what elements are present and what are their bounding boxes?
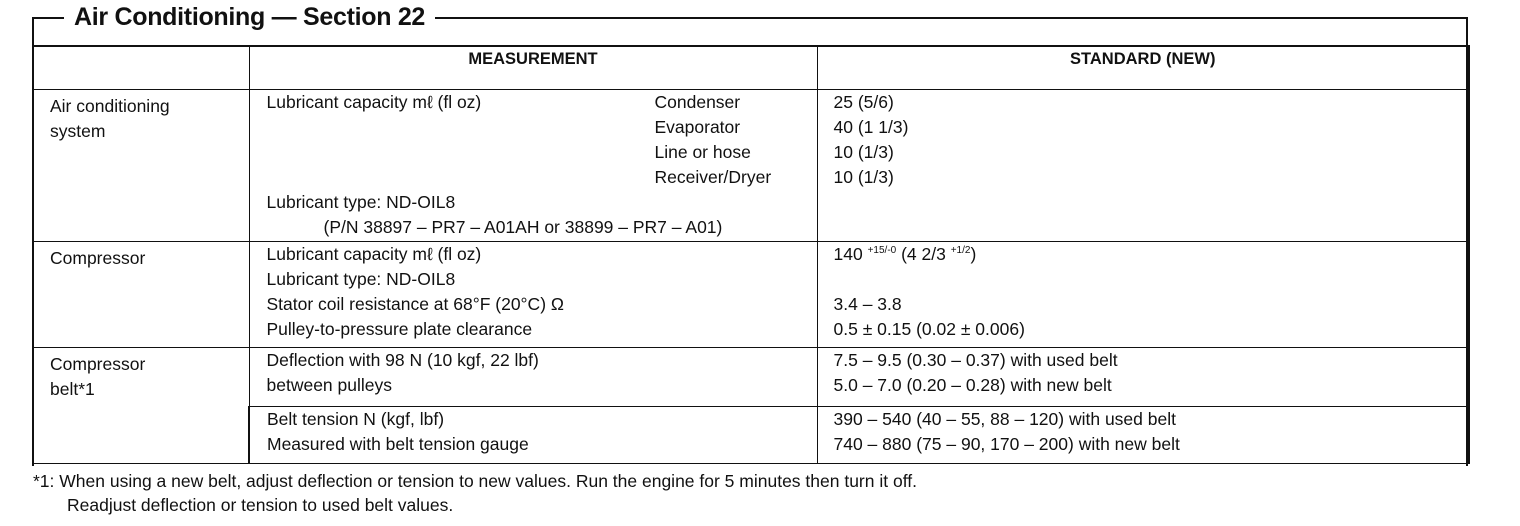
row-compressor (33, 241, 1469, 348)
ac-system-label: Air conditioning system (33, 90, 249, 242)
compressor-lubricant-type: Lubricant type: ND-OIL8 (266, 268, 456, 289)
ac-part-condenser: Condenser (654, 92, 741, 113)
row-belt-tension (33, 406, 1469, 463)
compressor-stator-value: 3.4 – 3.8 (833, 293, 902, 314)
belt-label: Compressor belt*1 (33, 348, 249, 464)
header-standard: STANDARD (NEW) (817, 46, 1469, 90)
ac-part-numbers: (P/N 38897 – PR7 – A01AH or 38899 – PR7 – A01) (323, 217, 723, 238)
belt-deflection-used: 7.5 – 9.5 (0.30 – 0.37) with used belt (833, 350, 1118, 371)
ac-value-line-hose: 10 (1/3) (833, 142, 894, 163)
ac-value-evaporator: 40 (1 1/3) (833, 117, 909, 138)
ac-parts-list (655, 90, 772, 190)
belt-deflection-standard (817, 348, 1469, 406)
header-blank-cell (33, 46, 249, 90)
section-title: Air Conditioning — Section 22 (64, 0, 435, 34)
row-ac-system (33, 90, 1469, 242)
ac-capacity-label: Lubricant capacity mℓ (fl oz) (266, 92, 482, 113)
ac-part-line-hose: Line or hose (654, 142, 751, 163)
compressor-pulley-value: 0.5 ± 0.15 (0.02 ± 0.006) (833, 318, 1025, 339)
specification-table (32, 45, 1470, 464)
belt-tension-used: 390 – 540 (40 – 55, 88 – 120) with used belt (833, 408, 1176, 429)
compressor-measurement (249, 241, 817, 348)
footnote (33, 469, 917, 517)
header-row (33, 46, 1469, 90)
compressor-label: Compressor (33, 241, 249, 348)
belt-tension-measurement: Belt tension N (kgf, lbf) Measured with belt tension gauge (249, 406, 817, 463)
footnote-line-2: Readjust deflection or tension to used belt values. (67, 495, 454, 515)
ac-system-standard (817, 90, 1469, 242)
ac-value-condenser: 25 (5/6) (833, 92, 894, 113)
belt-tension-standard (817, 406, 1469, 463)
ac-lubricant-type: Lubricant type: ND-OIL8 (266, 192, 456, 213)
ac-value-receiver-dryer: 10 (1/3) (833, 167, 894, 188)
belt-deflection-new: 5.0 – 7.0 (0.20 – 0.28) with new belt (833, 375, 1112, 396)
footnote-line-1: *1: When using a new belt, adjust deflection or tension to new values. Run the engine for 5 minutes then turn it off. (33, 471, 917, 491)
compressor-capacity-value: 140 $^{+15/-0}$ (4 2/3 $^{+1/2}$) (833, 243, 977, 264)
belt-tension-new: 740 – 880 (75 – 90, 170 – 200) with new belt (833, 433, 1180, 454)
compressor-capacity-label: Lubricant capacity mℓ (fl oz) (266, 243, 482, 264)
row-belt-deflection (33, 348, 1469, 406)
ac-part-evaporator: Evaporator (654, 117, 741, 138)
header-measurement: MEASUREMENT (249, 46, 817, 90)
belt-deflection-measurement: Deflection with 98 N (10 kgf, 22 lbf) between pulleys (249, 348, 817, 406)
ac-part-receiver-dryer: Receiver/Dryer (654, 167, 772, 188)
ac-system-measurement (249, 90, 817, 242)
compressor-pulley-label: Pulley-to-pressure plate clearance (266, 318, 533, 339)
compressor-stator-label: Stator coil resistance at 68°F (20°C) Ω (266, 293, 564, 314)
compressor-standard (817, 241, 1469, 348)
